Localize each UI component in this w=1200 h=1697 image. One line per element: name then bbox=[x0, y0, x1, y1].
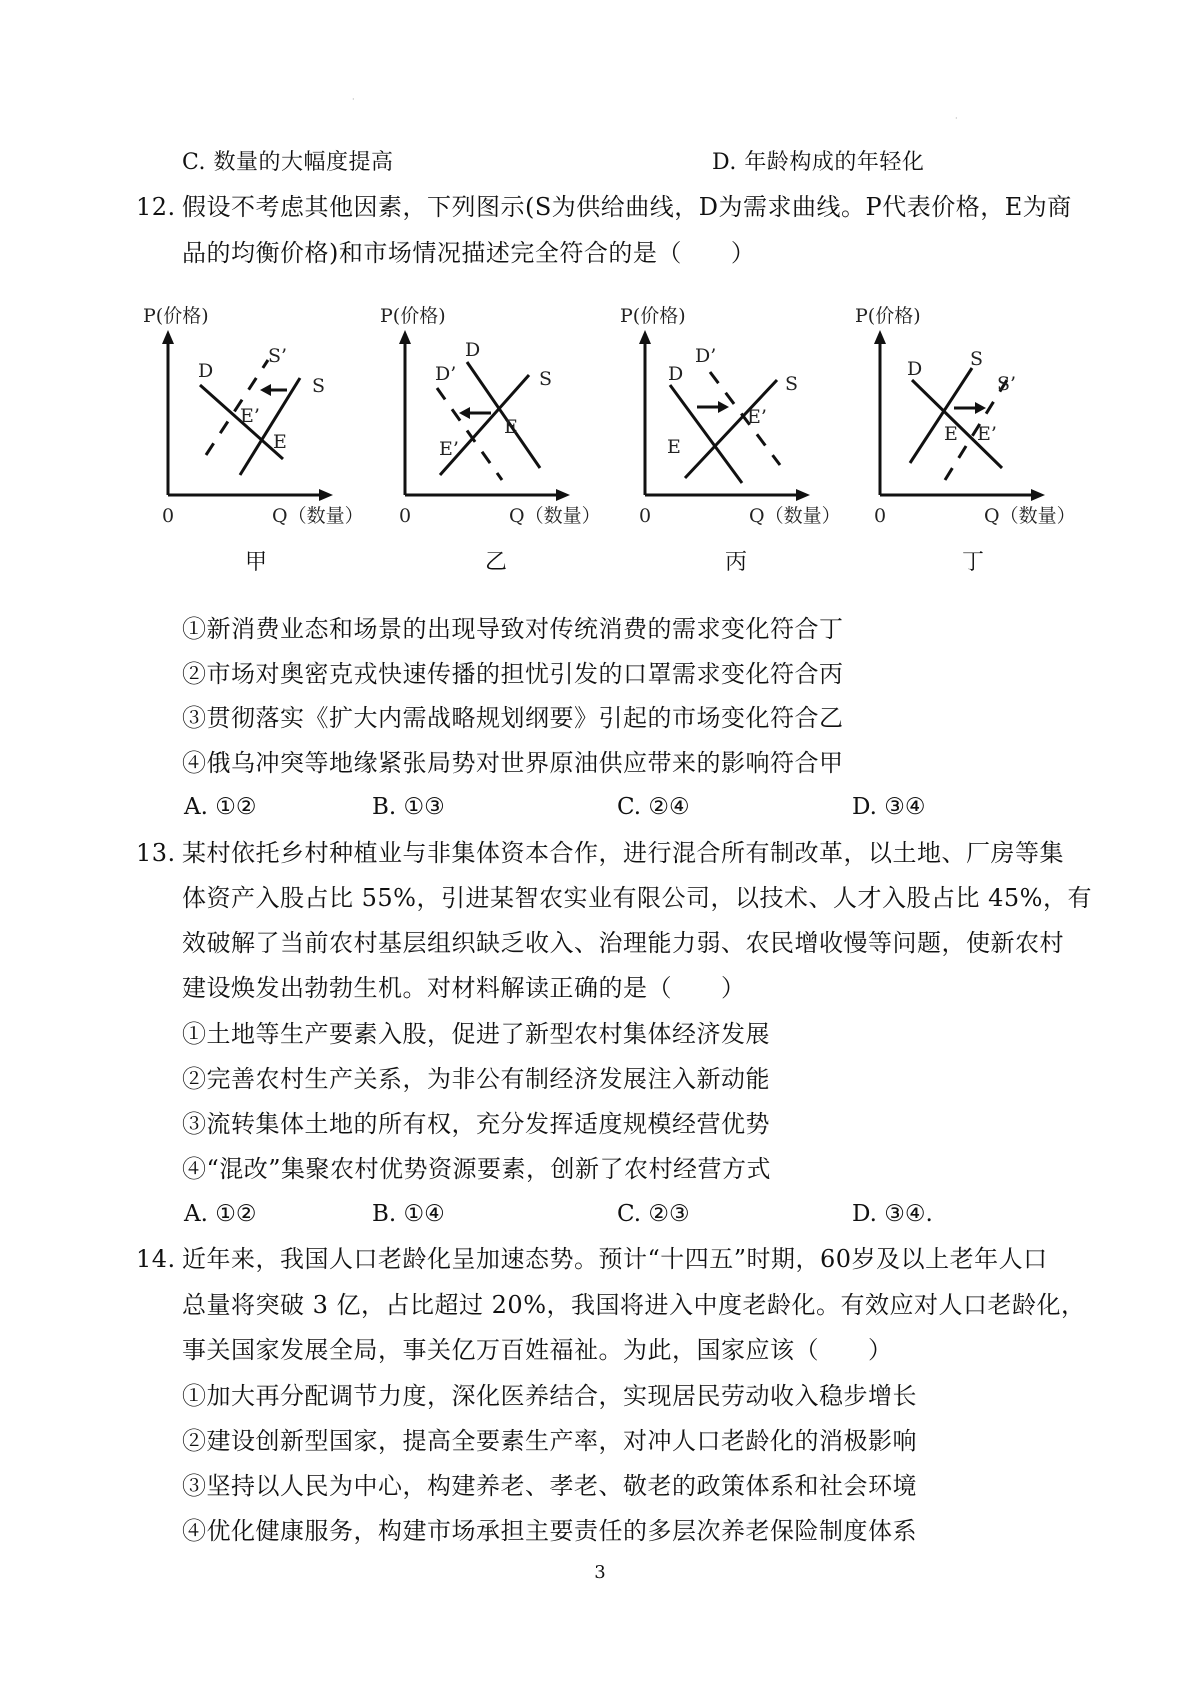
y-axis-label: P(价格) bbox=[855, 305, 921, 327]
q14-statement-1: ①加大再分配调节力度，深化医养结合，实现居民劳动收入稳步增长 bbox=[182, 1382, 917, 1410]
label-e-prime: E’ bbox=[240, 405, 260, 427]
supply-curve-s bbox=[685, 380, 777, 478]
demand-curve-d bbox=[467, 362, 540, 468]
label-s: S bbox=[785, 373, 799, 395]
q12-statement-1: ①新消费业态和场景的出现导致对传统消费的需求变化符合丁 bbox=[182, 615, 844, 643]
graph-bing-svg bbox=[617, 300, 857, 530]
graph-bing bbox=[617, 300, 857, 530]
scan-speck: · bbox=[352, 95, 355, 104]
q14-number: 14. bbox=[136, 1245, 176, 1273]
x-axis-label: Q（数量） bbox=[272, 505, 364, 527]
x-axis-arrow-icon bbox=[556, 489, 570, 501]
label-e-prime: E’ bbox=[977, 423, 997, 445]
q13-stem-text: 某村依托乡村种植业与非集体资本合作，进行混合所有制改革，以土地、厂房等集 bbox=[182, 839, 1064, 867]
q14-stem-text: 近年来，我国人口老龄化呈加速态势。预计“十四五”时期，60岁及以上老年人口 bbox=[182, 1245, 1048, 1273]
page-number: 3 bbox=[594, 1562, 606, 1583]
prev-option-c: C. 数量的大幅度提高 bbox=[182, 150, 394, 175]
label-e-prime: E’ bbox=[747, 406, 767, 428]
y-axis-arrow-icon bbox=[639, 330, 651, 344]
q13-statement-1: ①土地等生产要素入股，促进了新型农村集体经济发展 bbox=[182, 1020, 770, 1048]
x-axis-arrow-icon bbox=[1031, 489, 1045, 501]
graph-ding bbox=[852, 300, 1092, 530]
y-axis-label: P(价格) bbox=[380, 305, 446, 327]
label-d: D bbox=[198, 360, 214, 382]
q13-number: 13. bbox=[136, 839, 176, 867]
graph-caption-jia: 甲 bbox=[245, 550, 268, 575]
label-e: E bbox=[667, 436, 681, 458]
q13-stem-line-4: 建设焕发出勃勃生机。对材料解读正确的是（ ） bbox=[182, 974, 746, 1002]
x-axis-label: Q（数量） bbox=[984, 505, 1076, 527]
q12-statement-3: ③贯彻落实《扩大内需战略规划纲要》引起的市场变化符合乙 bbox=[182, 704, 844, 732]
label-s: S bbox=[539, 368, 553, 390]
label-e: E bbox=[944, 423, 958, 445]
q13-option-c[interactable]: C. ②③ bbox=[617, 1201, 690, 1227]
label-e-prime: E’ bbox=[439, 438, 459, 460]
scan-speck: · bbox=[955, 114, 958, 123]
origin-label: 0 bbox=[162, 505, 175, 527]
q13-option-b[interactable]: B. ①④ bbox=[372, 1201, 445, 1227]
q12-option-d[interactable]: D. ③④ bbox=[852, 794, 926, 820]
graph-caption-yi: 乙 bbox=[485, 550, 508, 575]
shift-arrow-left-icon bbox=[459, 407, 470, 419]
y-axis-label: P(价格) bbox=[620, 305, 686, 327]
q13-stem-line-1 bbox=[136, 838, 1064, 868]
graph-caption-ding: 丁 bbox=[962, 550, 985, 575]
q13-stem-line-2: 体资产入股占比 55%，引进某智农实业有限公司，以技术、人才入股占比 45%，有 bbox=[182, 884, 1092, 912]
q12-option-c[interactable]: C. ②④ bbox=[617, 794, 690, 820]
q14-statement-3: ③坚持以人民为中心，构建养老、孝老、敬老的政策体系和社会环境 bbox=[182, 1472, 917, 1500]
shift-arrow-right-icon bbox=[718, 401, 729, 413]
q14-statement-4: ④优化健康服务，构建市场承担主要责任的多层次养老保险制度体系 bbox=[182, 1517, 917, 1545]
x-axis-arrow-icon bbox=[796, 489, 810, 501]
label-e: E bbox=[273, 431, 287, 453]
q13-option-d[interactable]: D. ③④. bbox=[852, 1201, 933, 1227]
x-axis-label: Q（数量） bbox=[509, 505, 601, 527]
q12-option-a[interactable]: A. ①② bbox=[184, 794, 257, 820]
x-axis-arrow-icon bbox=[319, 489, 333, 501]
graph-caption-bing: 丙 bbox=[725, 550, 748, 575]
q13-stem-line-3: 效破解了当前农村基层组织缺乏收入、治理能力弱、农民增收慢等问题，使新农村 bbox=[182, 929, 1064, 957]
origin-label: 0 bbox=[399, 505, 412, 527]
label-d-prime: D’ bbox=[435, 363, 457, 385]
q14-stem-line-2: 总量将突破 3 亿，占比超过 20%，我国将进入中度老龄化。有效应对人口老龄化， bbox=[182, 1291, 1086, 1319]
label-d: D bbox=[907, 358, 923, 380]
y-axis-arrow-icon bbox=[162, 330, 174, 344]
y-axis-arrow-icon bbox=[874, 330, 886, 344]
prev-option-d: D. 年龄构成的年轻化 bbox=[712, 150, 925, 175]
shift-arrow-right-icon bbox=[975, 402, 986, 414]
origin-label: 0 bbox=[639, 505, 652, 527]
graph-jia-svg bbox=[140, 300, 380, 530]
label-d-prime: D’ bbox=[695, 345, 717, 367]
graph-yi bbox=[377, 300, 617, 530]
x-axis-label: Q（数量） bbox=[749, 505, 841, 527]
q13-statement-3: ③流转集体土地的所有权，充分发挥适度规模经营优势 bbox=[182, 1110, 770, 1138]
q14-stem-line-3: 事关国家发展全局，事关亿万百姓福祉。为此，国家应该（ ） bbox=[182, 1336, 893, 1364]
q14-statement-2: ②建设创新型国家，提高全要素生产率，对冲人口老龄化的消极影响 bbox=[182, 1427, 917, 1455]
q12-number: 12. bbox=[136, 193, 176, 221]
origin-label: 0 bbox=[874, 505, 887, 527]
q12-stem-line-2: 品的均衡价格)和市场情况描述完全符合的是（ ） bbox=[182, 239, 756, 267]
label-s-prime: S’ bbox=[268, 345, 288, 367]
label-d: D bbox=[465, 339, 481, 361]
q13-statement-4: ④“混改”集聚农村优势资源要素，创新了农村经营方式 bbox=[182, 1155, 772, 1183]
q13-statement-2: ②完善农村生产关系，为非公有制经济发展注入新动能 bbox=[182, 1065, 770, 1093]
label-d: D bbox=[668, 363, 684, 385]
label-s: S bbox=[312, 375, 326, 397]
q12-stem-line-1 bbox=[136, 192, 1072, 222]
shift-arrow-left-icon bbox=[260, 384, 271, 396]
q14-stem-line-1 bbox=[136, 1244, 1048, 1274]
graph-yi-svg bbox=[377, 300, 617, 530]
q12-statement-4: ④俄乌冲突等地缘紧张局势对世界原油供应带来的影响符合甲 bbox=[182, 749, 844, 777]
y-axis-label: P(价格) bbox=[143, 305, 209, 327]
label-e: E bbox=[504, 416, 518, 438]
label-s: S bbox=[970, 348, 984, 370]
q13-option-a[interactable]: A. ①② bbox=[184, 1201, 257, 1227]
graph-jia bbox=[140, 300, 380, 530]
y-axis-arrow-icon bbox=[399, 330, 411, 344]
label-s-prime: S’ bbox=[997, 373, 1017, 395]
q12-statement-2: ②市场对奥密克戎快速传播的担忧引发的口罩需求变化符合丙 bbox=[182, 660, 844, 688]
q12-stem-text: 假设不考虑其他因素，下列图示(S为供给曲线，D为需求曲线。P代表价格，E为商 bbox=[182, 193, 1072, 221]
q12-option-b[interactable]: B. ①③ bbox=[372, 794, 445, 820]
graph-ding-svg bbox=[852, 300, 1092, 530]
